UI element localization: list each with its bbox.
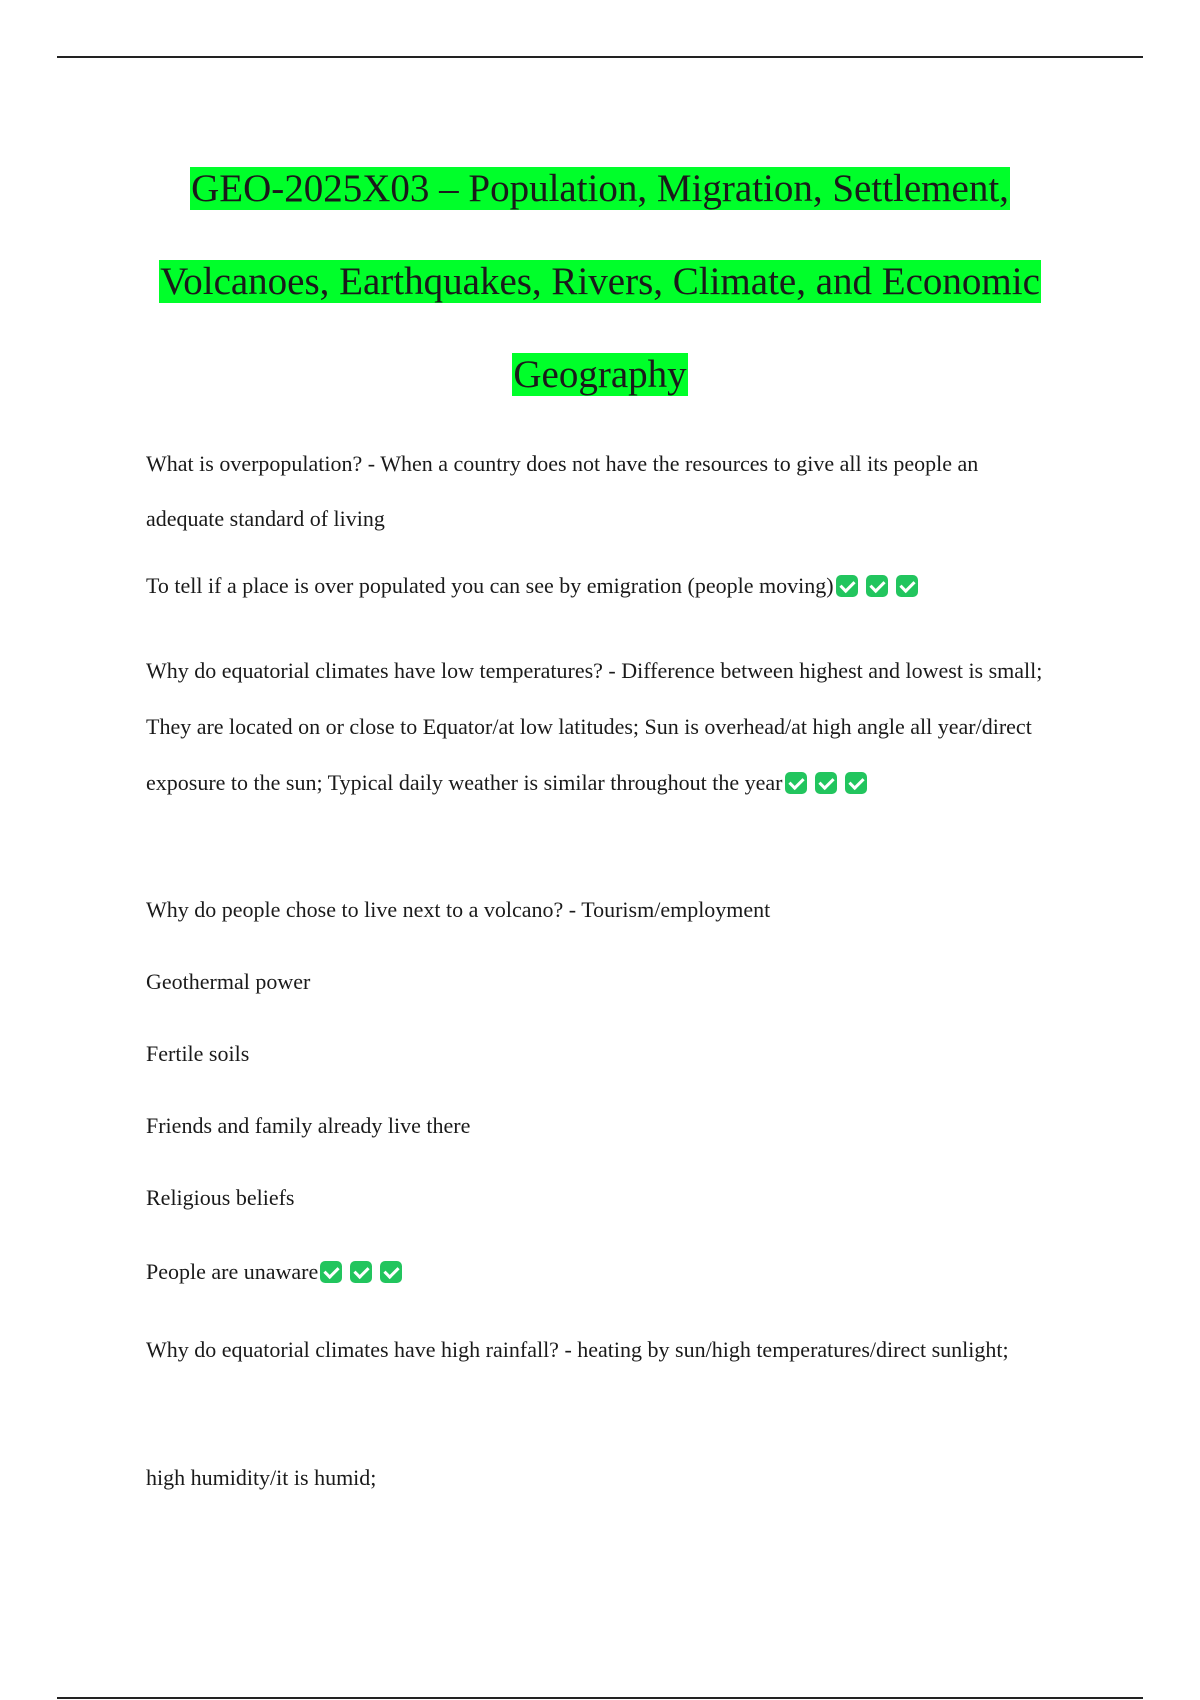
- paragraph-emigration: [146, 568, 1056, 604]
- paragraph-text: What is overpopulation? - When a country does not have the resources to give all its people an adequate standard of living: [146, 451, 979, 531]
- paragraph-text: high humidity/it is humid;: [146, 1465, 377, 1490]
- check-icon: [380, 1261, 402, 1283]
- paragraph-overpopulation: [146, 436, 1056, 546]
- top-rule: [57, 56, 1143, 58]
- paragraph-people-unaware: [146, 1252, 1056, 1292]
- check-icon: [785, 772, 807, 794]
- paragraph-text: Geothermal power: [146, 969, 311, 994]
- check-icon: [866, 575, 888, 597]
- paragraph-text: Friends and family already live there: [146, 1113, 471, 1138]
- check-icon: [845, 772, 867, 794]
- paragraph-friends-family: [146, 1106, 1056, 1146]
- paragraph-equatorial-high-rainfall: [146, 1322, 1056, 1378]
- check-marks: [834, 573, 918, 598]
- title-line-1: GEO-2025X03 – Population, Migration, Settlement,: [191, 167, 1009, 210]
- check-icon: [320, 1261, 342, 1283]
- paragraph-high-humidity: [146, 1458, 1056, 1498]
- paragraph-text: Why do equatorial climates have low temperatures? - Difference between highest and lowest is small; They are located on or close to Equator/at low latitudes; Sun is overhead/at high angle all year/direct exposure to the sun; Typical daily weather is similar throughout the year: [146, 658, 1043, 795]
- paragraph-volcano-question: [146, 890, 1056, 930]
- paragraph-text: Why do people chose to live next to a volcano? - Tourism/employment: [146, 897, 771, 922]
- paragraph-text: Why do equatorial climates have high rainfall? - heating by sun/high temperatures/direct sunlight;: [146, 1337, 1009, 1362]
- paragraph-text: To tell if a place is over populated you can see by emigration (people moving): [146, 573, 834, 598]
- check-icon: [350, 1261, 372, 1283]
- paragraph-text: People are unaware: [146, 1259, 319, 1284]
- paragraph-fertile-soils: [146, 1034, 1056, 1074]
- paragraph-geothermal-power: [146, 962, 1056, 1002]
- check-icon: [836, 575, 858, 597]
- paragraph-text: Fertile soils: [146, 1041, 250, 1066]
- paragraph-religious-beliefs: [146, 1178, 1056, 1218]
- check-marks: [783, 770, 867, 795]
- paragraph-equatorial-low-temperatures: [146, 643, 1056, 811]
- bottom-rule: [57, 1697, 1143, 1699]
- check-icon: [896, 575, 918, 597]
- check-marks: [318, 1259, 402, 1284]
- paragraph-text: Religious beliefs: [146, 1185, 295, 1210]
- check-icon: [815, 772, 837, 794]
- title-line-2: Volcanoes, Earthquakes, Rivers, Climate, and Economic: [160, 260, 1040, 303]
- title-line-3: Geography: [513, 353, 687, 396]
- document-title: [100, 142, 1100, 421]
